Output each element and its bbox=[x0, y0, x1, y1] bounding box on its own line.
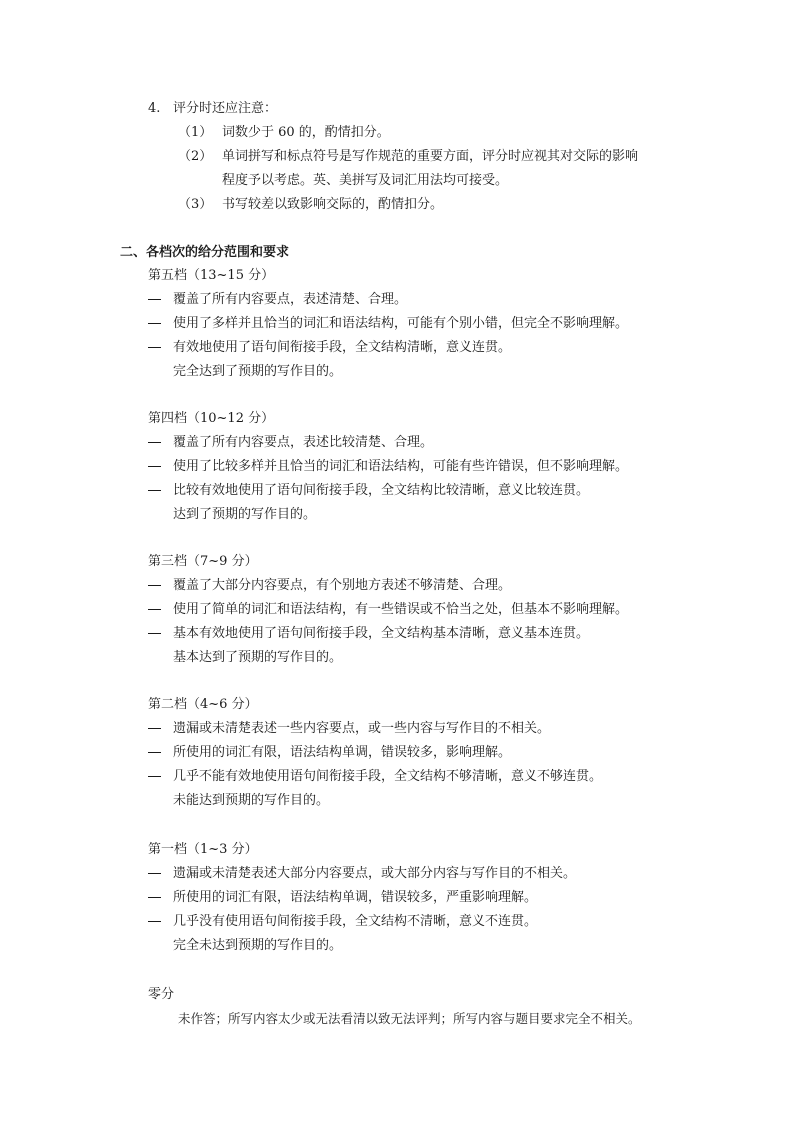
dash-bullet bbox=[148, 752, 161, 753]
dash-bullet bbox=[148, 466, 161, 467]
zero-grade-title: 零分 bbox=[148, 987, 175, 1002]
grade-summary: 基本达到了预期的写作目的。 bbox=[173, 650, 343, 665]
grade-point: 覆盖了所有内容要点，表述清楚、合理。 bbox=[173, 292, 408, 307]
dash-bullet bbox=[148, 347, 161, 348]
grade-summary: 完全达到了预期的写作目的。 bbox=[173, 364, 343, 379]
sub-note-text-continued: 程度予以考虑。英、美拼写及词汇用法均可接受。 bbox=[222, 173, 509, 188]
grade-point: 使用了简单的词汇和语法结构，有一些错误或不恰当之处，但基本不影响理解。 bbox=[173, 602, 629, 617]
grade-point: 所使用的词汇有限，语法结构单调，错误较多，影响理解。 bbox=[173, 745, 512, 760]
sub-note-number: （1） bbox=[178, 125, 213, 140]
dash-bullet bbox=[148, 728, 161, 729]
grade-title: 第二档（4~6 分） bbox=[148, 697, 258, 712]
grade-title: 第一档（1~3 分） bbox=[148, 842, 258, 857]
note-item-number: 4. bbox=[148, 101, 161, 116]
dash-bullet bbox=[148, 873, 161, 874]
dash-bullet bbox=[148, 299, 161, 300]
dash-bullet bbox=[148, 323, 161, 324]
dash-bullet bbox=[148, 609, 161, 610]
dash-bullet bbox=[148, 776, 161, 777]
sub-note-number: （3） bbox=[178, 197, 213, 212]
sub-note-number: （2） bbox=[178, 149, 213, 164]
sub-note-text: 书写较差以致影响交际的，酌情扣分。 bbox=[222, 197, 444, 212]
dash-bullet bbox=[148, 897, 161, 898]
dash-bullet bbox=[148, 585, 161, 586]
grade-point: 有效地使用了语句间衔接手段，全文结构清晰，意义连贯。 bbox=[173, 340, 512, 355]
grade-point: 基本有效地使用了语句间衔接手段，全文结构基本清晰，意义基本连贯。 bbox=[173, 626, 590, 641]
section-title: 二、各档次的给分范围和要求 bbox=[120, 245, 290, 260]
grade-point: 几乎没有使用语句间衔接手段，全文结构不清晰，意义不连贯。 bbox=[173, 914, 538, 929]
grade-point: 使用了比较多样并且恰当的词汇和语法结构，可能有些许错误，但不影响理解。 bbox=[173, 459, 629, 474]
grade-summary: 达到了预期的写作目的。 bbox=[173, 507, 317, 522]
grade-point: 遗漏或未清楚表述一些内容要点，或一些内容与写作目的不相关。 bbox=[173, 721, 551, 736]
grade-title: 第三档（7~9 分） bbox=[148, 554, 258, 569]
sub-note-text: 单词拼写和标点符号是写作规范的重要方面，评分时应视其对交际的影响 bbox=[222, 149, 639, 164]
grade-point: 使用了多样并且恰当的词汇和语法结构，可能有个别小错，但完全不影响理解。 bbox=[173, 316, 629, 331]
note-item-text: 评分时还应注意： bbox=[173, 101, 278, 116]
grade-summary: 完全未达到预期的写作目的。 bbox=[173, 938, 343, 953]
grade-point: 遗漏或未清楚表述大部分内容要点，或大部分内容与写作目的不相关。 bbox=[173, 866, 577, 881]
grade-point: 几乎不能有效地使用语句间衔接手段，全文结构不够清晰，意义不够连贯。 bbox=[173, 769, 603, 784]
grade-title: 第四档（10~12 分） bbox=[148, 411, 275, 426]
dash-bullet bbox=[148, 490, 161, 491]
zero-grade-text: 未作答；所写内容太少或无法看清以致无法评判；所写内容与题目要求完全不相关。 bbox=[178, 1011, 641, 1026]
grade-title: 第五档（13~15 分） bbox=[148, 268, 275, 283]
dash-bullet bbox=[148, 921, 161, 922]
sub-note-text: 词数少于 60 的，酌情扣分。 bbox=[222, 125, 390, 140]
grade-point: 覆盖了所有内容要点，表述比较清楚、合理。 bbox=[173, 435, 434, 450]
dash-bullet bbox=[148, 633, 161, 634]
dash-bullet bbox=[148, 442, 161, 443]
grade-point: 所使用的词汇有限，语法结构单调，错误较多，严重影响理解。 bbox=[173, 890, 538, 905]
grade-summary: 未能达到预期的写作目的。 bbox=[173, 793, 330, 808]
grade-point: 比较有效地使用了语句间衔接手段，全文结构比较清晰，意义比较连贯。 bbox=[173, 483, 590, 498]
grade-point: 覆盖了大部分内容要点，有个别地方表述不够清楚、合理。 bbox=[173, 578, 512, 593]
